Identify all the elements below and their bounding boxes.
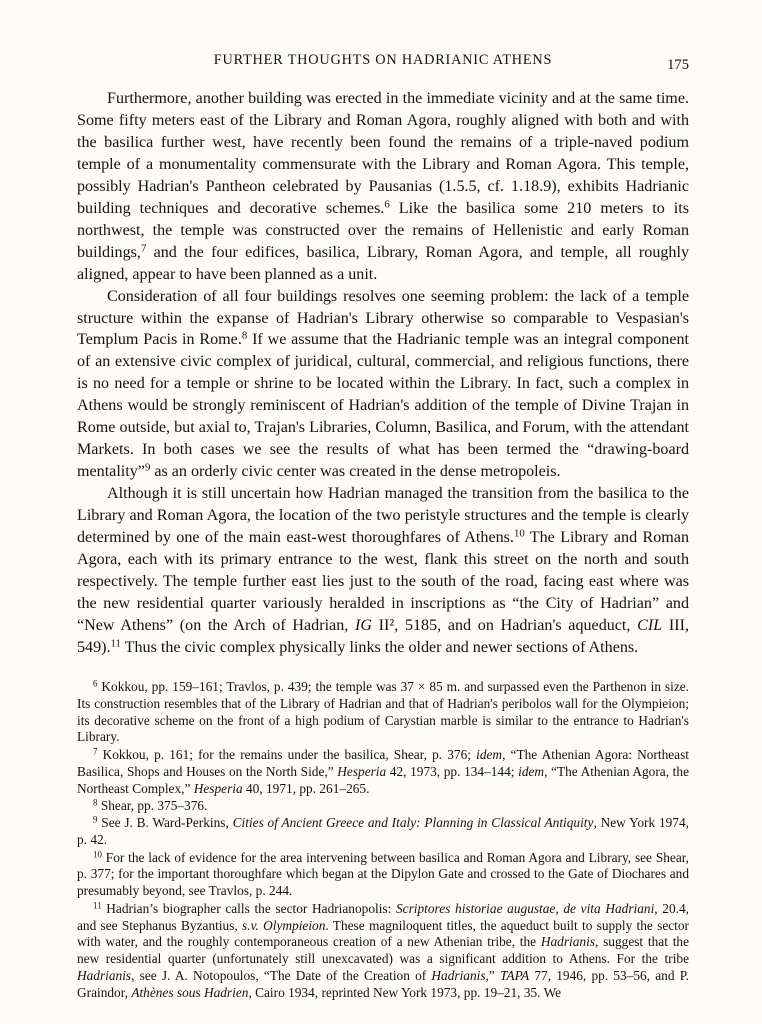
paragraph-2-text: Consideration of all four buildings resolves one seeming problem: the lack of a temple structure within the expanse of Hadrian's Library otherwise so comparable to Vespasian's Templum Pacis in Rome.	[77, 287, 689, 349]
footnote-ref-9[interactable]: 9	[144, 461, 151, 474]
paragraph-3-cont-c: III, 549).	[77, 616, 689, 656]
paragraph-1	[77, 88, 689, 286]
running-head	[77, 52, 689, 74]
body-text	[77, 88, 689, 659]
paragraph-1-cont-a: Like the basilica some 210 meters to its northwest, the temple was constructed over the remains of Hellenistic and early Roman buildings,	[77, 199, 689, 261]
paragraph-3-cont-a: The Library and Roman Agora, each with its primary entrance to the west, flank this street on the north and south respectively. The temple further east lies just to the south of the road, facing east where was the new residential quarter variously heralded in inscriptions as “the City of Hadrian” and “New Athens” (on the Arch of Hadrian,	[77, 529, 690, 634]
footnote-8-text: Shear, pp. 375–376.	[100, 797, 208, 813]
paragraph-1-text: Furthermore, another building was erected in the immediate vicinity and at the same time. Some fifty meters east of the Library and Roman Agora, roughly aligned with both and with the basilica further west, have recently been found the remains of a triple-naved podium temple of a monumentality commensurate with the Library and Roman Agora. This temple, possibly Hadrian's Pantheon celebrated by Pausanias (1.5.5, cf. 1.18.9), exhibits Hadrianic building techniques and decorative schemes.	[77, 90, 689, 217]
paragraph-3	[77, 483, 689, 659]
paragraph-3-cont-b: II², 5185, and on Hadrian's aqueduct,	[371, 616, 638, 634]
paragraph-3-text: Although it is still uncertain how Hadrian managed the transition from the basilica to the Library and Roman Agora, the location of the two peristyle structures and the temple is clearly determined by one of the main east-west thoroughfares of Athens.	[77, 485, 689, 547]
footnote-number-11: 11	[93, 900, 102, 911]
footnote-10	[77, 850, 689, 901]
footnotes-section	[77, 679, 689, 1002]
footnote-7: $^7$ Kokkou, p. 161; for the remains under the basilica, Shear, p. 376; idem, “The Athenian Agora: Northeast Basilica, Shops and Houses on the North Side,” Hesperia 42, 1973, pp. 134–144; idem, “The Athenian Agora, the Northeast Complex,” Hesperia 40, 1971, pp. 261–265.	[77, 746, 690, 796]
footnote-ref-7[interactable]: 7	[140, 242, 147, 255]
footnote-number-10: 10	[93, 849, 102, 860]
footnote-6	[77, 679, 689, 747]
paragraph-2	[77, 286, 689, 484]
footnote-ref-6[interactable]: 6	[384, 198, 390, 211]
footnote-number-9: 9	[93, 814, 98, 825]
footnote-9: $^9$ See J. B. Ward-Perkins, Cities of Ancient Greece and Italy: Planning in Classical Antiquity, New York 1974, p. 42.	[77, 814, 689, 848]
footnote-ref-8[interactable]: 8	[241, 330, 248, 343]
footnote-8	[77, 798, 689, 815]
paragraph-2-cont-a: If we assume that the Hadrianic temple was an integral component of an extensive civic complex of juridical, cultural, commercial, and religious functions, there is no need for a temple or shrine to be located within the Library. In fact, such a complex in Athens would be strongly reminiscent of Hadrian's addition of the temple of Divine Trajan in Rome outside, but axial to, Trajan's Libraries, Column, Basilica, and Forum, with the attendant Markets. In both cases we see the results of what has been termed the “drawing-board mentality”	[77, 331, 689, 481]
footnote-11: $^{11}$ Hadrian’s biographer calls the sector Hadrianopolis: Scriptores historiae augustae, de vita Hadriani, 20.4, and see Stephanus Byzantius, s.v. Olympieion. These magniloquent titles, the aqueduct built to supply the sector with water, and the roughly contemporaneous creation of a new Athenian tribe, the Hadrianis, suggest that the new residential quarter (unfortunately still unexcavated) was a significant addition to Athens. For the tribe Hadrianis, see J. A. Notopoulos, “The Date of the Creation of Hadrianis,” TAPA 77, 1946, pp. 53–56, and P. Graindor, Athènes sous Hadrien, Cairo 1934, reprinted New York 1973, pp. 19–21, 35. We	[77, 900, 690, 1001]
footnote-10-text: For the lack of evidence for the area intervening between basilica and Roman Agora and Library, see Shear, p. 377; for the important thoroughfare which began at the Dipylon Gate and crossed to the Gate of Diochares and presumably beyond, see Travlos, p. 244.	[77, 849, 689, 899]
page-number: 175	[667, 57, 689, 73]
page-content	[77, 52, 689, 1002]
running-head-title: FURTHER THOUGHTS ON HADRIANIC ATHENS	[213, 52, 553, 68]
footnote-ref-11[interactable]: 11	[110, 637, 121, 650]
footnote-6-text: Kokkou, pp. 159–161; Travlos, p. 439; the temple was 37 × 85 m. and surpassed even the Parthenon in size. Its construction resembles that of the Library of Hadrian and that of Hadrian's peribolos wall for the Olympieion; its decorative scheme on the front of a high podium of Carystian marble is similar to the entrance to Hadrian's Library.	[77, 678, 690, 745]
footnote-number-6: 6	[93, 678, 98, 689]
footnote-number-7: 7	[93, 746, 98, 757]
footnote-ref-10[interactable]: 10	[513, 527, 525, 540]
paragraph-2-cont-b: as an orderly civic center was created in the dense metropoleis.	[150, 463, 561, 481]
footnote-number-8: 8	[93, 797, 98, 808]
paragraph-1-cont-b: and the four edifices, basilica, Library, Roman Agora, and temple, all roughly aligned, appear to have been planned as a unit.	[77, 243, 689, 283]
citation-cil: CIL	[637, 616, 663, 634]
paragraph-3-cont-d: Thus the civic complex physically links the older and newer sections of Athens.	[120, 638, 639, 656]
citation-ig: IG	[354, 616, 372, 634]
